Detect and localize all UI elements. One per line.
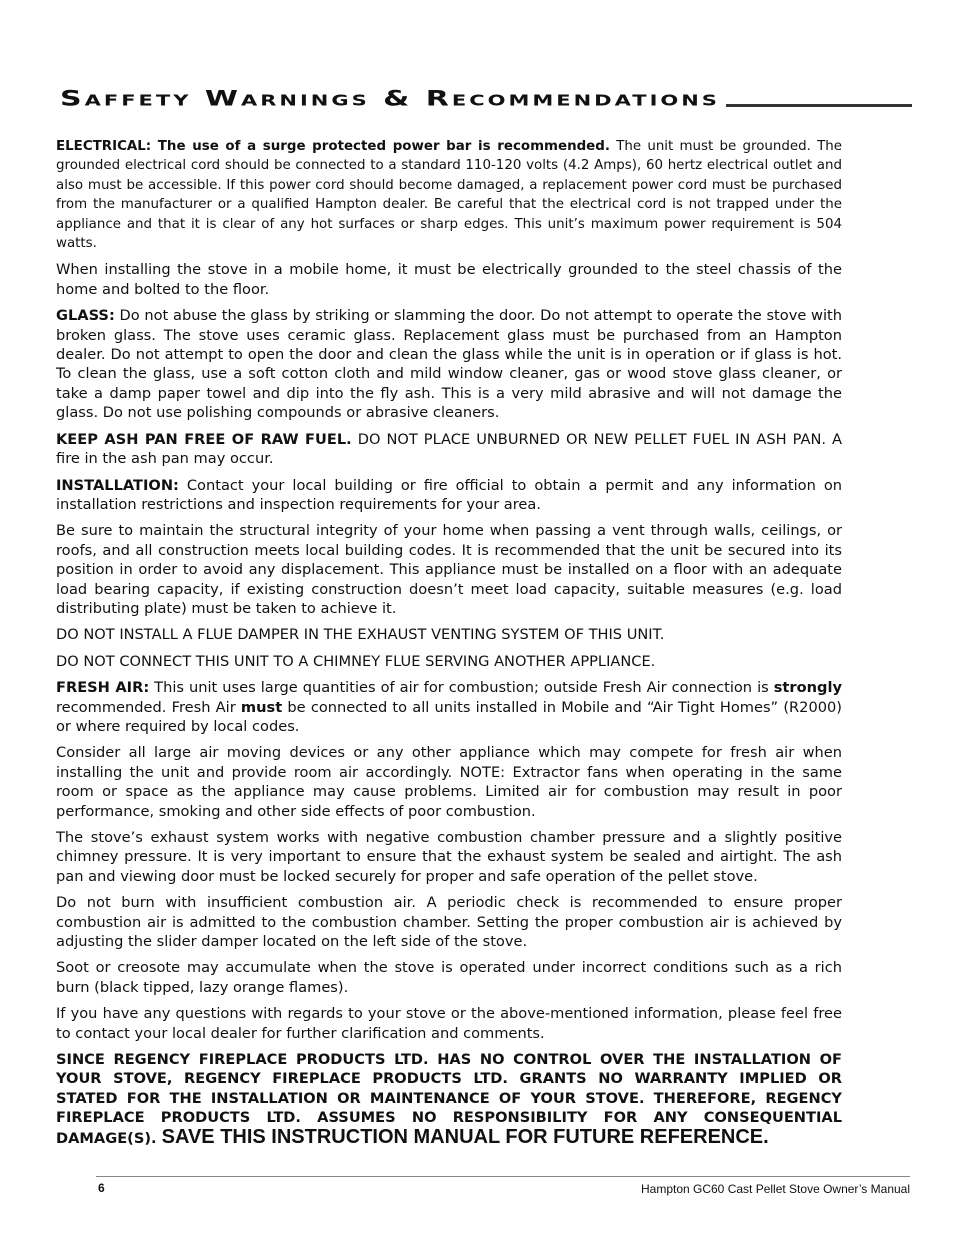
installation-text: Contact your local building or fire official to obtain a permit and any information on installation restrictions and inspection requirements for your area. (56, 476, 842, 513)
fresh-air-strongly: strongly (773, 679, 842, 697)
fresh-air-text-1: This unit uses large quantities of air for combustion; outside Fresh Air connection is (149, 679, 774, 697)
chimney-warning: DO NOT CONNECT THIS UNIT TO A CHIMNEY FLUE SERVING ANOTHER APPLIANCE. (56, 652, 656, 670)
fresh-air-heading: FRESH AIR: (56, 679, 150, 697)
glass-heading: GLASS: (56, 307, 115, 325)
fresh-air-text-3: be connected to all units installed in Mobile and “Air Tight Homes” (R2000) or where required by local codes. (56, 698, 842, 735)
electrical-heading: ELECTRICAL: The use of a surge protected power bar is recommended. (56, 139, 610, 154)
installation-heading: INSTALLATION: (56, 476, 179, 494)
ash-pan-text: DO NOT PLACE UNBURNED OR NEW PELLET FUEL IN ASH PAN. A fire in the ash pan may occur. (56, 430, 843, 468)
ash-pan-paragraph (56, 430, 842, 469)
air-moving-paragraph: Consider all large air moving devices or any other appliance which may compete for fresh air when installing the unit and provide room air accordingly. NOTE: Extractor fans when operating in the same room or space as the appliance may cause problems. Limited air for combustion may result in poor performance, smoking and other side effects of poor combustion. (56, 744, 842, 820)
disclaimer-text: SINCE REGENCY FIREPLACE PRODUCTS LTD. HAS NO CONTROL OVER THE INSTALLATION OF YOUR STOVE, REGENCY FIREPLACE PRODUCTS LTD. GRANTS NO WARRANTY IMPLIED OR STATED FOR THE INSTALLATION OR MAINTENANCE OF YOUR STOVE. THEREFORE, REGENCY FIREPLACE PRODUCTS LTD. ASSUMES NO RESPONSIBILITY FOR ANY CONSEQUENTIAL DAMAGE(S). (56, 1051, 842, 1147)
structural-paragraph: Be sure to maintain the structural integrity of your home when passing a vent through walls, ceilings, or roofs, and all construction meets local building codes. It is recommended that the unit be secured into its position in order to avoid any displacement. This appliance must be installed on a floor with an adequate load bearing capacity, if existing construction doesn’t meet load capacity, suitable measures (e.g. load distributing plate) must be taken to achieve it. (56, 522, 842, 617)
fresh-air-must: must (240, 698, 283, 716)
questions-paragraph: If you have any questions with regards to your stove or the above-mentioned information, please feel free to contact your local dealer for further clarification and comments. (56, 1005, 842, 1042)
mobile-home-paragraph: When installing the stove in a mobile home, it must be electrically grounded to the steel chassis of the home and bolted to the floor. (56, 261, 842, 298)
fresh-air-paragraph (56, 678, 842, 736)
glass-paragraph (56, 306, 842, 422)
footer-divider (96, 1176, 910, 1177)
save-manual-notice: SAVE THIS INSTRUCTION MANUAL FOR FUTURE REFERENCE. (161, 1125, 769, 1148)
flue-damper-warning: DO NOT INSTALL A FLUE DAMPER IN THE EXHAUST VENTING SYSTEM OF THIS UNIT. (56, 626, 665, 644)
electrical-paragraph (56, 137, 842, 253)
ash-pan-heading: KEEP ASH PAN FREE OF RAW FUEL. (56, 430, 352, 448)
soot-paragraph: Soot or creosote may accumulate when the stove is operated under incorrect conditions such as a rich burn (black tipped, lazy orange flames). (56, 959, 842, 996)
disclaimer-paragraph (56, 1050, 842, 1148)
section-header (60, 80, 912, 110)
installation-paragraph (56, 476, 842, 515)
page-number: 6 (98, 1181, 105, 1195)
page-title: Saffety Warnings & Recommendations (60, 88, 726, 110)
footer-manual-title: Hampton GC60 Cast Pellet Stove Owner’s Manual (640, 1182, 910, 1196)
combustion-air-paragraph: Do not burn with insufficient combustion air. A periodic check is recommended to ensure proper combustion air is admitted to the combustion chamber. Setting the proper combustion air is achieved by adjusting the slider damper located on the left side of the stove. (56, 894, 842, 951)
exhaust-paragraph: The stove’s exhaust system works with negative combustion chamber pressure and a slightly positive chimney pressure. It is very important to ensure that the exhaust system be sealed and airtight. The ash pan and viewing door must be locked securely for proper and safe operation of the pellet stove. (56, 829, 842, 885)
fresh-air-text-2: recommended. Fresh Air (56, 698, 241, 716)
electrical-text: The unit must be grounded. The grounded electrical cord should be connected to a standard 110-120 volts (4.2 Amps), 60 hertz electrical outlet and also must be accessible. If this power cord should become damaged, a replacement power cord must be purchased from the manufacturer or a qualified Hampton dealer. Be careful that the electrical cord is not trapped under the appliance and that it is clear of any hot surfaces or sharp edges. This unit’s maximum power requirement is 504 watts. (56, 139, 842, 252)
document-body (56, 137, 842, 1155)
glass-text: Do not abuse the glass by striking or slamming the door. Do not attempt to operate the stove with broken glass. The stove uses ceramic glass. Replacement glass must be purchased from an Hampton dealer. Do not attempt to open the door and clean the glass while the unit is in operation or if glass is hot. To clean the glass, use a soft cotton cloth and mild window cleaner, gas or wood stove glass cleaner, or take a damp paper towel and dip into the fly ash. This is a very mild abrasive and will not damage the glass. Do not use polishing compounds or abrasive cleaners. (56, 307, 842, 422)
